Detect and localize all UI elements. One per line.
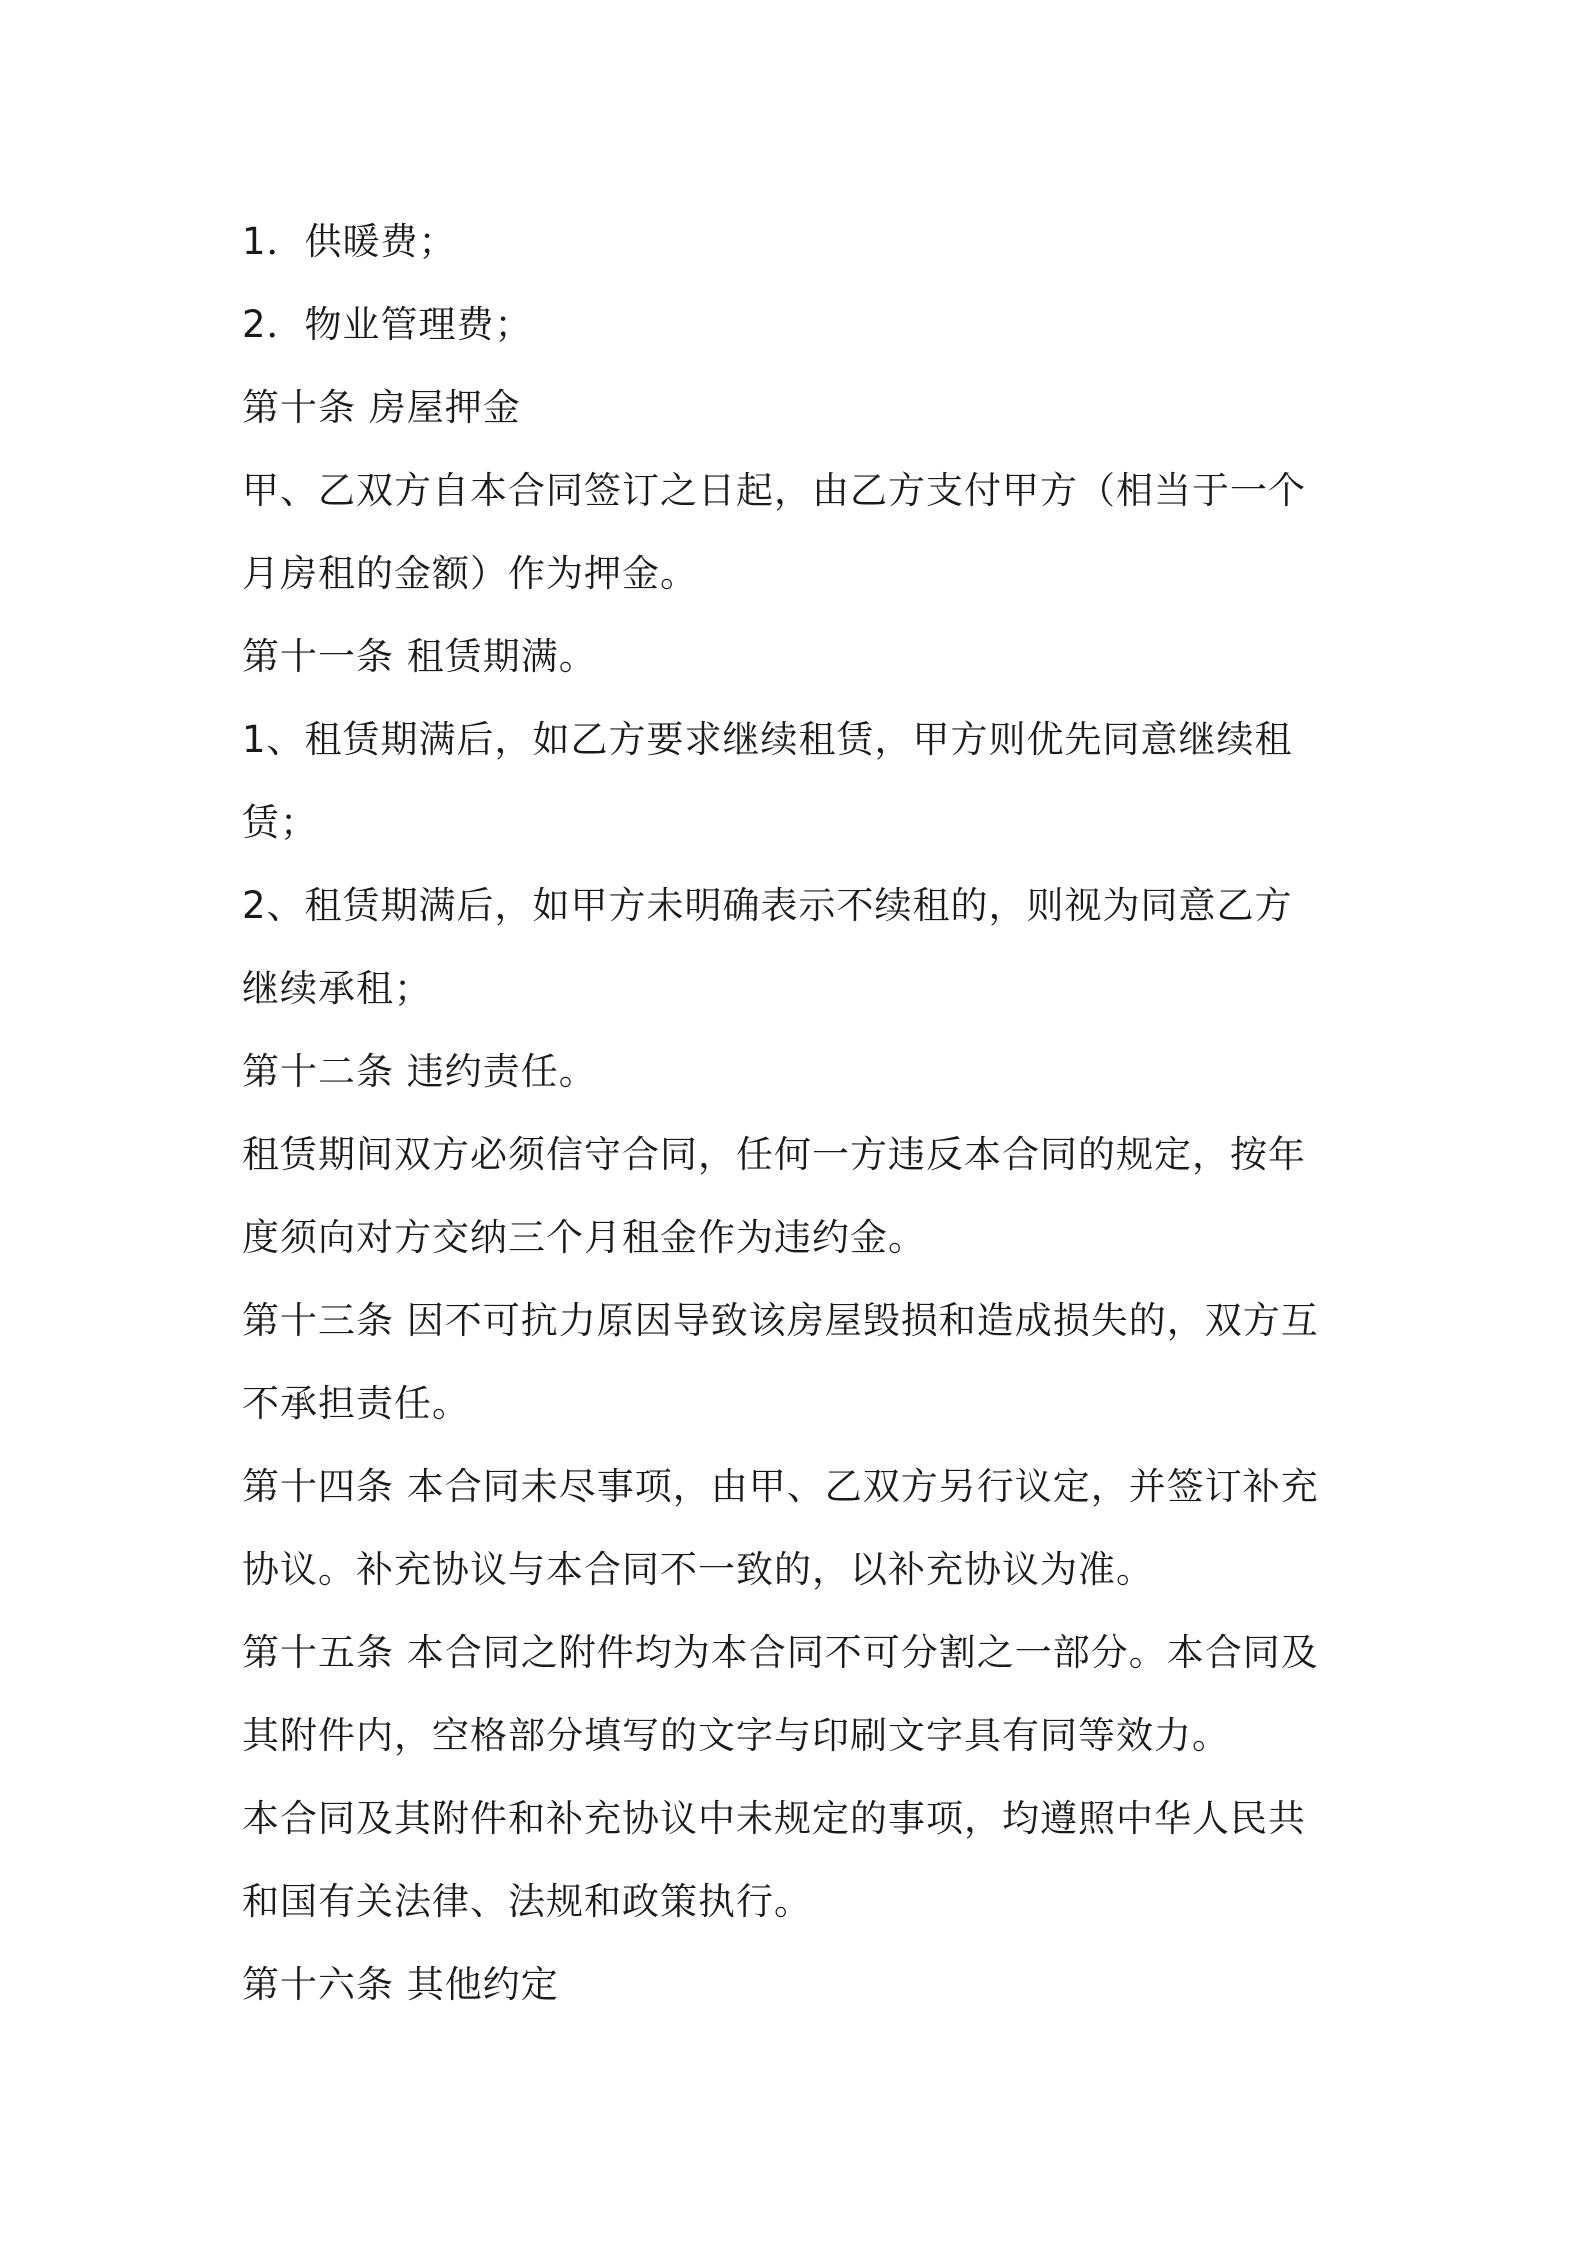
article-13-text: 不承担责任。 bbox=[242, 1382, 470, 1425]
article-14-text: 协议。补充协议与本合同不一致的，以补充协议为准。 bbox=[242, 1548, 1154, 1591]
article-15-supplement: 和国有关法律、法规和政策执行。 bbox=[242, 1880, 812, 1923]
article-14-text: 第十四条 本合同未尽事项，由甲、乙双方另行议定，并签订补充 bbox=[242, 1465, 1319, 1508]
article-15-text: 其附件内，空格部分填写的文字与印刷文字具有同等效力。 bbox=[242, 1714, 1230, 1757]
article-13-text: 第十三条 因不可抗力原因导致该房屋毁损和造成损失的，双方互 bbox=[242, 1299, 1319, 1342]
article-12-text: 租赁期间双方必须信守合同，任何一方违反本合同的规定，按年 bbox=[242, 1133, 1306, 1176]
article-11-clause-1: 赁； bbox=[242, 801, 318, 844]
article-11-clause-2: 2、租赁期满后，如甲方未明确表示不续租的，则视为同意乙方 bbox=[242, 884, 1293, 927]
article-16-heading: 第十六条 其他约定 bbox=[242, 1963, 559, 2006]
article-10-heading: 第十条 房屋押金 bbox=[242, 386, 521, 429]
article-12-text: 度须向对方交纳三个月租金作为违约金。 bbox=[242, 1216, 926, 1259]
article-15-text: 第十五条 本合同之附件均为本合同不可分割之一部分。本合同及 bbox=[242, 1631, 1319, 1674]
item-property-fee: 2．物业管理费； bbox=[242, 303, 533, 346]
document-body bbox=[242, 200, 1382, 2026]
item-heating-fee: 1．供暖费； bbox=[242, 220, 457, 263]
article-10-text: 月房租的金额）作为押金。 bbox=[242, 552, 698, 595]
article-11-clause-1: 1、租赁期满后，如乙方要求继续租赁，甲方则优先同意继续租 bbox=[242, 718, 1293, 761]
article-11-heading: 第十一条 租赁期满。 bbox=[242, 635, 597, 678]
article-11-clause-2: 继续承租； bbox=[242, 967, 432, 1010]
article-10-text: 甲、乙双方自本合同签订之日起，由乙方支付甲方（相当于一个 bbox=[242, 469, 1306, 512]
article-12-heading: 第十二条 违约责任。 bbox=[242, 1050, 597, 1093]
article-15-supplement: 本合同及其附件和补充协议中未规定的事项，均遵照中华人民共 bbox=[242, 1797, 1306, 1840]
